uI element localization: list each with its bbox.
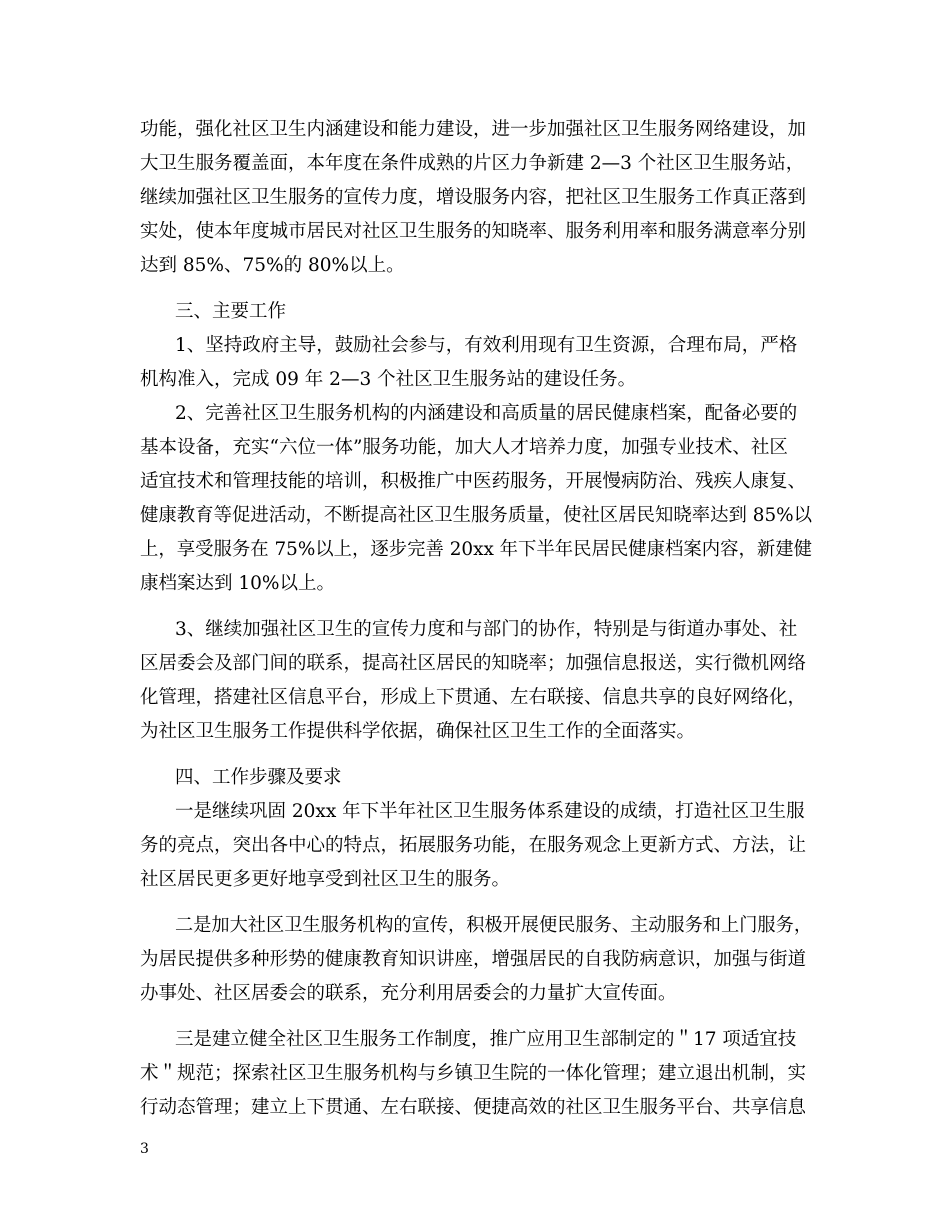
text-line-content: 化管理，搭建社区信息平台，形成上下贯通、左右联接、信息共享的良好网络化， [140,687,807,708]
text-line-content: 三是建立健全社区卫生服务工作制度，推广应用卫生部制定的＂17 项适宜技 [175,1029,797,1050]
text-line-content: 办事处、社区居委会的联系，充分利用居委会的力量扩大宣传面。 [140,983,677,1004]
text-line-content: 一是继续巩固 20xx 年下半年社区卫生服务体系建设的成绩，打造社区卫生服 [175,801,805,822]
text-line-content: 行动态管理；建立上下贯通、左右联接、便捷高效的社区卫生服务平台、共享信息 [140,1097,807,1118]
text-line-content: 二是加大社区卫生服务机构的宣传，积极开展便民服务、主动服务和上门服务， [175,915,813,936]
text-line-content: 为居民提供多种形势的健康教育知识讲座，增强居民的自我防病意识，加强与街道 [140,949,807,970]
text-line-content: 社区居民更多更好地享受到社区卫生的服务。 [140,869,511,890]
text-line-content: 继续加强社区卫生服务的宣传力度，增设服务内容，把社区卫生服务工作真正落到 [140,187,807,208]
text-line-content: 达到 85%、75%的 80%以上。 [140,255,405,276]
text-line-content: 为社区卫生服务工作提供科学依据，确保社区卫生工作的全面落实。 [140,721,696,742]
text-line-content: 基本设备，充实“六位一体”服务功能，加大人才培养力度，加强专业技术、社区 [140,437,788,458]
page-number: 3 [140,1141,149,1157]
text-line-content: 适宜技术和管理技能的培训，积极推广中医药服务，开展慢病防治、残疾人康复、 [140,471,807,492]
text-line-content: 四、工作步骤及要求 [175,767,342,788]
text-line-content: 上，享受服务在 75%以上，逐步完善 20xx 年下半年民居民健康档案内容，新建健 [140,539,813,560]
text-line-content: 务的亮点，突出各中心的特点，拓展服务功能，在服务观念上更新方式、方法，让 [140,835,807,856]
text-line-content: 1、坚持政府主导，鼓励社会参与，有效利用现有卫生资源，合理布局，严格 [175,335,798,356]
text-line-content: 实处，使本年度城市居民对社区卫生服务的知晓率、服务利用率和服务满意率分别 [140,221,807,242]
text-line-content: 康档案达到 10%以上。 [140,573,336,594]
text-line-content: 功能，强化社区卫生内涵建设和能力建设，进一步加强社区卫生服务网络建设，加 [140,119,807,140]
text-line-content: 区居委会及部门间的联系，提高社区居民的知晓率；加强信息报送，实行微机网络 [140,653,807,674]
text-line-content: 术＂规范；探索社区卫生服务机构与乡镇卫生院的一体化管理；建立退出机制，实 [140,1063,807,1084]
text-line-content: 大卫生服务覆盖面，本年度在条件成熟的片区力争新建 2—3 个社区卫生服务站， [140,153,805,174]
text-line-content: 2、完善社区卫生服务机构的内涵建设和高质量的居民健康档案，配备必要的 [175,403,798,424]
text-line-content: 3、继续加强社区卫生的宣传力度和与部门的协作，特别是与街道办事处、社 [175,619,798,640]
text-line-content: 健康教育等促进活动，不断提高社区卫生服务质量，使社区居民知晓率达到 85%以 [140,505,813,526]
text-line-content: 机构准入，完成 09 年 2—3 个社区卫生服务站的建设任务。 [140,369,637,390]
text-line-content: 三、主要工作 [175,301,287,322]
